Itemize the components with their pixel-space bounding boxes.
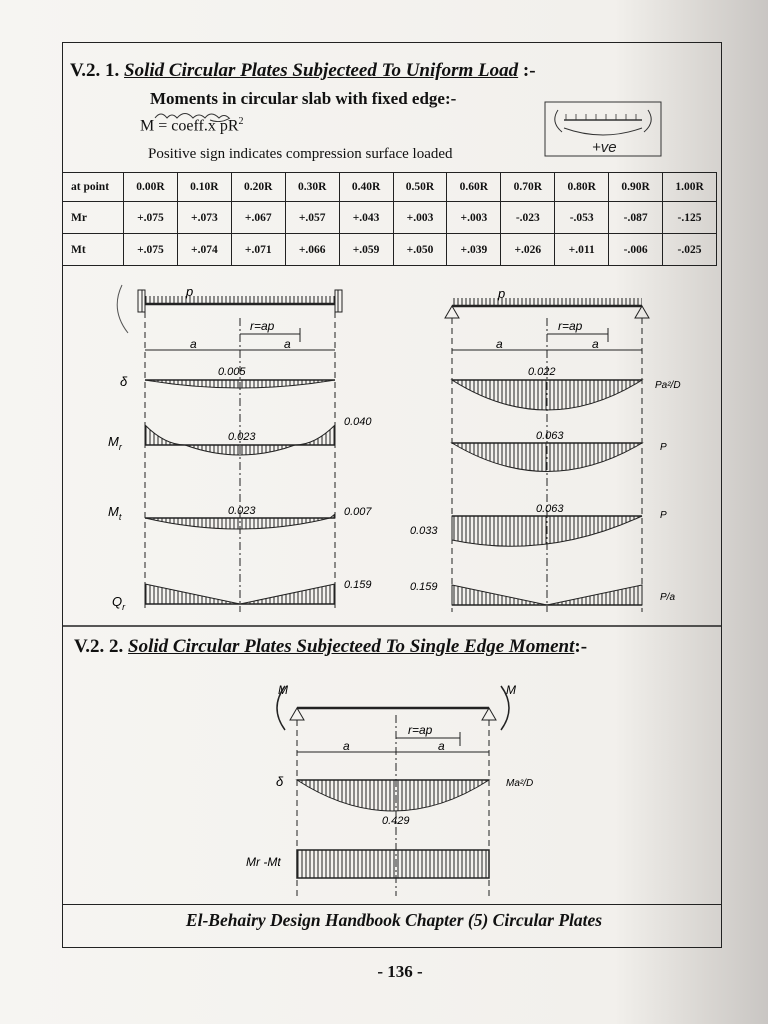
table-cell: +.066 — [285, 234, 339, 266]
formula-exponent: 2 — [238, 116, 244, 127]
table-cell: +.026 — [501, 234, 555, 266]
table-cell: -.025 — [663, 234, 717, 266]
row-label-cell: Mr — [63, 202, 124, 234]
table-cell: 0.90R — [609, 173, 663, 202]
section2-number: V.2. 2. — [74, 636, 124, 657]
simple-load-label: p — [498, 286, 506, 301]
edge-half-left: a — [343, 739, 350, 753]
page-number: - 136 - — [377, 962, 423, 981]
fixed-radius-label: r=ap — [250, 319, 275, 333]
simple-deflection-unit: Pa²/D — [655, 380, 681, 391]
sign-convention-note: Positive sign indicates compression surface loaded — [148, 146, 453, 162]
fixed-qr-edge-value: 0.159 — [344, 579, 372, 591]
table-cell: +.073 — [177, 202, 231, 234]
fixed-mr-edge-value: 0.040 — [344, 416, 372, 428]
edge-deflection-unit: Ma²/D — [506, 778, 534, 789]
edge-moment-right-label: M — [506, 683, 516, 697]
table-cell: +.059 — [339, 234, 393, 266]
edge-mr-mt-block — [297, 850, 489, 878]
section-heading-edge-moment — [74, 636, 587, 658]
table-cell: 0.50R — [393, 173, 447, 202]
simple-deflection-value: 0.022 — [528, 366, 556, 378]
table-cell: +.039 — [447, 234, 501, 266]
table-cell: -.006 — [609, 234, 663, 266]
edge-deflection-curve — [297, 780, 489, 811]
table-cell: +.003 — [447, 202, 501, 234]
edge-moment-diagram — [246, 683, 533, 896]
fixed-mt-edge-value: 0.007 — [344, 506, 372, 518]
fixed-half-right: a — [284, 337, 291, 351]
table-cell: 0.80R — [555, 173, 609, 202]
table-cell: 0.60R — [447, 173, 501, 202]
section2-title-suffix: :- — [574, 636, 588, 657]
simple-support-diagram — [410, 286, 681, 612]
fixed-qr-right — [240, 584, 335, 604]
table-cell: +.067 — [231, 202, 285, 234]
table-cell: 0.20R — [231, 173, 285, 202]
fixed-mr-curve — [185, 445, 295, 455]
fixed-deflection-label: δ — [120, 374, 128, 389]
simple-radius-label: r=ap — [558, 319, 583, 333]
table-cell: +.075 — [124, 234, 178, 266]
simple-qr-edge-value: 0.159 — [410, 581, 438, 593]
edge-moment-left-label: M — [278, 683, 288, 697]
table-cell: -.087 — [609, 202, 663, 234]
simple-deflection-curve — [452, 380, 642, 410]
table-cell: 0.00R — [124, 173, 178, 202]
table-cell: -.023 — [501, 202, 555, 234]
fixed-deflection-curve — [145, 380, 335, 388]
fixed-mt-label: $M_t$ — [108, 504, 122, 522]
subheading-moments: Moments in circular slab with fixed edge:- — [150, 89, 457, 108]
fixed-mt-curve — [145, 518, 330, 529]
edge-half-right: a — [438, 739, 445, 753]
table-cell: +.057 — [285, 202, 339, 234]
simple-qr-unit: P/a — [660, 592, 676, 603]
section-title-suffix: :- — [518, 60, 536, 81]
row-label-cell: at point — [63, 173, 124, 202]
table-cell: +.043 — [339, 202, 393, 234]
table-cell: +.074 — [177, 234, 231, 266]
simple-half-right: a — [592, 337, 599, 351]
simple-mt-curve — [452, 516, 642, 546]
simple-mt-center-value: 0.063 — [536, 503, 564, 515]
edge-mr-mt-label: Mr -Mt — [246, 855, 281, 869]
fixed-deflection-value: 0.005 — [218, 366, 246, 378]
fixed-mt-center-value: 0.023 — [228, 505, 256, 517]
fixed-edge-diagram — [108, 284, 372, 612]
section-title: Solid Circular Plates Subjecteed To Uniform Load — [124, 60, 519, 81]
fixed-mr-center-value: 0.023 — [228, 431, 256, 443]
fixed-load-label: p — [186, 284, 194, 299]
fixed-mr-label: $M_r$ — [108, 434, 122, 452]
table-cell: 0.10R — [177, 173, 231, 202]
edge-radius-label: r=ap — [408, 723, 433, 737]
table-cell: 1.00R — [663, 173, 717, 202]
table-cell: 0.30R — [285, 173, 339, 202]
simple-mt-edge-value: 0.033 — [410, 525, 438, 537]
section2-title: Solid Circular Plates Subjecteed To Single Edge Moment — [128, 636, 575, 657]
table-cell: +.071 — [231, 234, 285, 266]
table-cell: 0.70R — [501, 173, 555, 202]
table-cell: +.050 — [393, 234, 447, 266]
section-number: V.2. 1. — [70, 60, 120, 81]
simple-mr-curve — [452, 443, 642, 472]
edge-deflection-label: δ — [276, 774, 284, 789]
table-cell: 0.40R — [339, 173, 393, 202]
fixed-half-left: a — [190, 337, 197, 351]
handwritten-positive-label: +ve — [592, 139, 617, 156]
simple-qr-right — [547, 585, 642, 605]
simple-mt-unit: P — [660, 510, 667, 521]
table-cell: -.125 — [663, 202, 717, 234]
fixed-qr-label: $Q_r$ — [112, 594, 126, 612]
table-cell: +.011 — [555, 234, 609, 266]
simple-qr-left — [452, 585, 547, 605]
fixed-plate — [117, 285, 342, 333]
footer-divider — [62, 904, 722, 905]
simple-mr-unit: P — [660, 442, 667, 453]
fixed-qr-left — [145, 584, 240, 604]
table-cell: -.053 — [555, 202, 609, 234]
simple-mr-center-value: 0.063 — [536, 430, 564, 442]
simple-half-left: a — [496, 337, 503, 351]
row-label-cell: Mt — [63, 234, 124, 266]
formula-text: M = coeff.x pR — [140, 117, 239, 135]
edge-deflection-value: 0.429 — [382, 815, 410, 827]
footer-title: El-Behairy Design Handbook Chapter (5) Circular Plates — [185, 910, 603, 930]
table-cell: +.075 — [124, 202, 178, 234]
table-cell: +.003 — [393, 202, 447, 234]
